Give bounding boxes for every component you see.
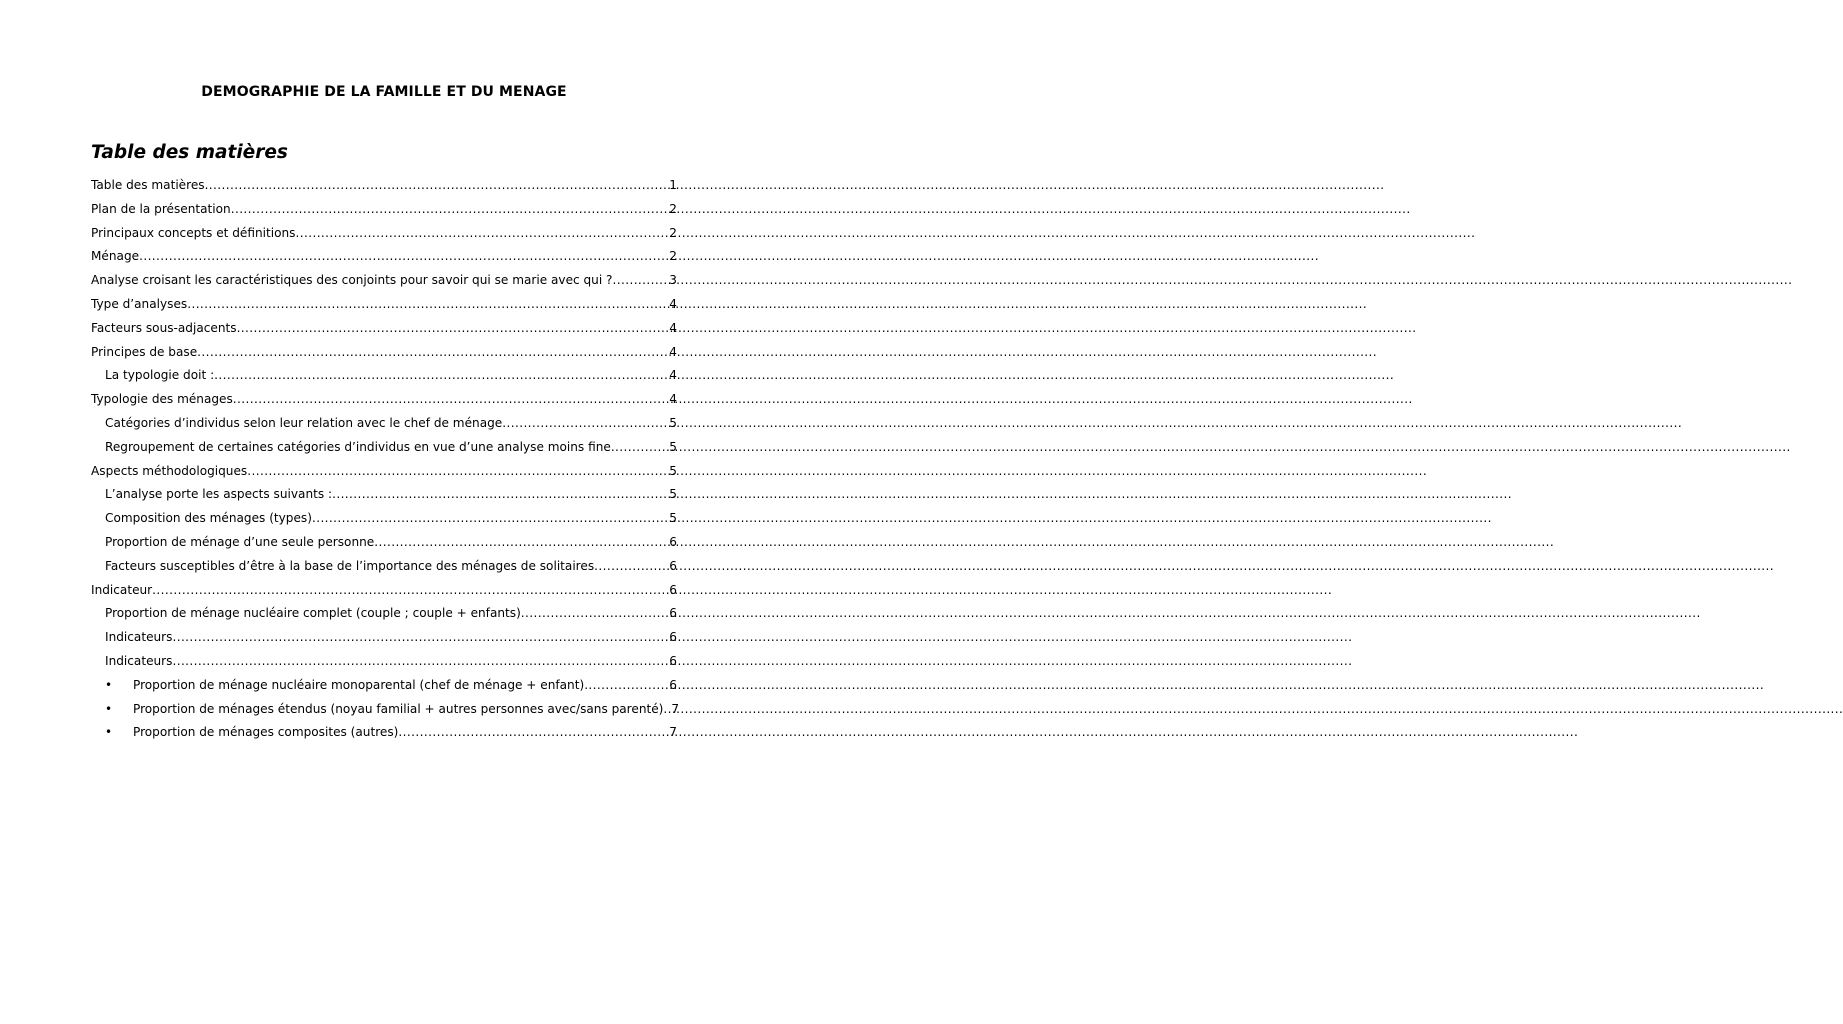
dot-leader — [205, 174, 670, 198]
toc-entry-text: Analyse croisant les caractéristiques des conjoints pour savoir qui se marie avec qui ? — [91, 273, 613, 288]
toc-entry[interactable] — [91, 341, 677, 365]
toc-heading: Table des matières — [91, 142, 288, 163]
toc-page-number: 3 — [669, 273, 677, 288]
toc-entry-text: Regroupement de certaines catégories d’individus en vue d’une analyse moins fine — [105, 439, 611, 454]
toc-page-number: 5 — [669, 439, 677, 454]
dot-leader — [187, 293, 669, 317]
toc-page-number: 1 — [669, 178, 677, 192]
document-title: DEMOGRAPHIE DE LA FAMILLE ET DU MENAGE — [201, 84, 567, 100]
toc-page-number: 4 — [669, 320, 677, 335]
toc-entry[interactable] — [91, 650, 677, 674]
toc-page-number: 4 — [669, 344, 677, 359]
toc-entry-text: La typologie doit : — [105, 368, 215, 383]
dot-leader — [663, 698, 671, 722]
toc-entry-text: Principes de base — [91, 344, 198, 359]
toc-entry[interactable] — [91, 460, 677, 484]
dot-leader — [233, 388, 670, 412]
toc-page-number: 6 — [669, 558, 677, 573]
toc-page-number: 5 — [669, 415, 677, 430]
dot-leader — [521, 602, 670, 626]
toc-page-number: 6 — [669, 630, 677, 645]
toc-page-number: 6 — [669, 582, 677, 597]
toc-entry[interactable] — [91, 626, 677, 650]
toc-entry-text: Table des matières — [91, 178, 205, 192]
toc-entry-text: Proportion de ménage nucléaire monoparental (chef de ménage + enfant) — [133, 677, 585, 692]
dot-leader — [139, 245, 669, 269]
toc-entry-text: L’analyse porte les aspects suivants : — [105, 487, 333, 502]
bullet-icon: • — [105, 701, 113, 716]
dot-leader — [398, 721, 669, 745]
dot-leader — [374, 531, 669, 555]
dot-leader — [312, 507, 669, 531]
toc-entry[interactable] — [91, 245, 677, 269]
toc-page-number: 4 — [669, 392, 677, 407]
toc-entry[interactable] — [91, 555, 677, 579]
toc-entry[interactable] — [91, 198, 677, 222]
toc-entry-text: Composition des ménages (types) — [105, 511, 312, 526]
dot-leader — [502, 412, 669, 436]
toc-entry[interactable] — [91, 174, 677, 198]
toc-entry-text: Aspects méthodologiques — [91, 463, 248, 478]
toc-entry[interactable] — [91, 412, 677, 436]
toc-entry[interactable] — [91, 483, 677, 507]
toc-page-number: 4 — [669, 296, 677, 311]
dot-leader — [172, 626, 669, 650]
toc-entry[interactable] — [91, 364, 677, 388]
dot-leader — [612, 269, 669, 293]
toc-entry-text: Proportion de ménages étendus (noyau familial + autres personnes avec/sans parenté) — [133, 701, 664, 716]
toc-entry[interactable] — [91, 293, 677, 317]
toc-entry-text: Proportion de ménages composites (autres) — [133, 725, 399, 740]
dot-leader — [152, 579, 669, 603]
toc-entry[interactable] — [91, 531, 677, 555]
toc-page-number: 6 — [669, 677, 677, 692]
table-of-contents — [91, 174, 680, 745]
dot-leader — [172, 650, 669, 674]
toc-entry-text: Type d’analyses — [91, 296, 188, 311]
toc-page-number: 5 — [669, 487, 677, 502]
toc-entry-text: Typologie des ménages — [91, 392, 233, 407]
toc-page-number: 6 — [669, 653, 677, 668]
toc-entry-text: Principaux concepts et définitions — [91, 225, 296, 240]
toc-page-number: 2 — [669, 201, 677, 216]
toc-page-number: 4 — [669, 368, 677, 383]
toc-page-number: 5 — [669, 511, 677, 526]
toc-entry[interactable] — [91, 436, 677, 460]
toc-entry[interactable] — [91, 602, 677, 626]
toc-entry[interactable] — [91, 579, 677, 603]
toc-entry-text: Proportion de ménage nucléaire complet (couple ; couple + enfants) — [105, 606, 521, 621]
toc-entry-text: Indicateurs — [105, 653, 173, 668]
toc-entry-text: Catégories d’individus selon leur relation avec le chef de ménage — [105, 415, 503, 430]
toc-page-number: 7 — [669, 725, 677, 740]
toc-entry-text: Ménage — [91, 249, 140, 264]
toc-page-number: 2 — [669, 249, 677, 264]
dot-leader — [214, 364, 669, 388]
bullet-icon: • — [105, 725, 113, 740]
dot-leader — [594, 555, 669, 579]
toc-page-number: 2 — [669, 225, 677, 240]
dot-leader — [197, 341, 669, 365]
toc-page-number: 5 — [669, 463, 677, 478]
dot-leader — [332, 483, 669, 507]
toc-entry[interactable] — [91, 317, 677, 341]
toc-entry[interactable] — [91, 388, 677, 412]
toc-entry[interactable] — [91, 222, 677, 246]
dot-leader — [237, 317, 670, 341]
toc-entry-text: Facteurs susceptibles d’être à la base de l’importance des ménages de solitaires — [105, 558, 595, 573]
toc-entry[interactable] — [91, 507, 677, 531]
dot-leader — [295, 222, 669, 246]
toc-entry[interactable] — [91, 698, 680, 722]
toc-entry-text: Facteurs sous-adjacents — [91, 320, 237, 335]
dot-leader — [231, 198, 670, 222]
dot-leader — [611, 436, 669, 460]
toc-entry[interactable] — [91, 269, 677, 293]
toc-entry-text: Plan de la présentation — [91, 201, 231, 216]
toc-page-number: 6 — [669, 606, 677, 621]
dot-leader — [247, 460, 669, 484]
dot-leader — [584, 674, 669, 698]
bullet-icon: • — [105, 677, 113, 692]
toc-entry-text: Indicateurs — [105, 630, 173, 645]
toc-entry-text: Indicateur — [91, 582, 153, 597]
toc-page-number: 6 — [669, 534, 677, 549]
toc-page-number: 7 — [671, 701, 680, 716]
toc-entry[interactable] — [91, 674, 677, 698]
toc-entry-text: Proportion de ménage d’une seule personne — [105, 534, 375, 549]
toc-entry[interactable] — [91, 721, 677, 745]
